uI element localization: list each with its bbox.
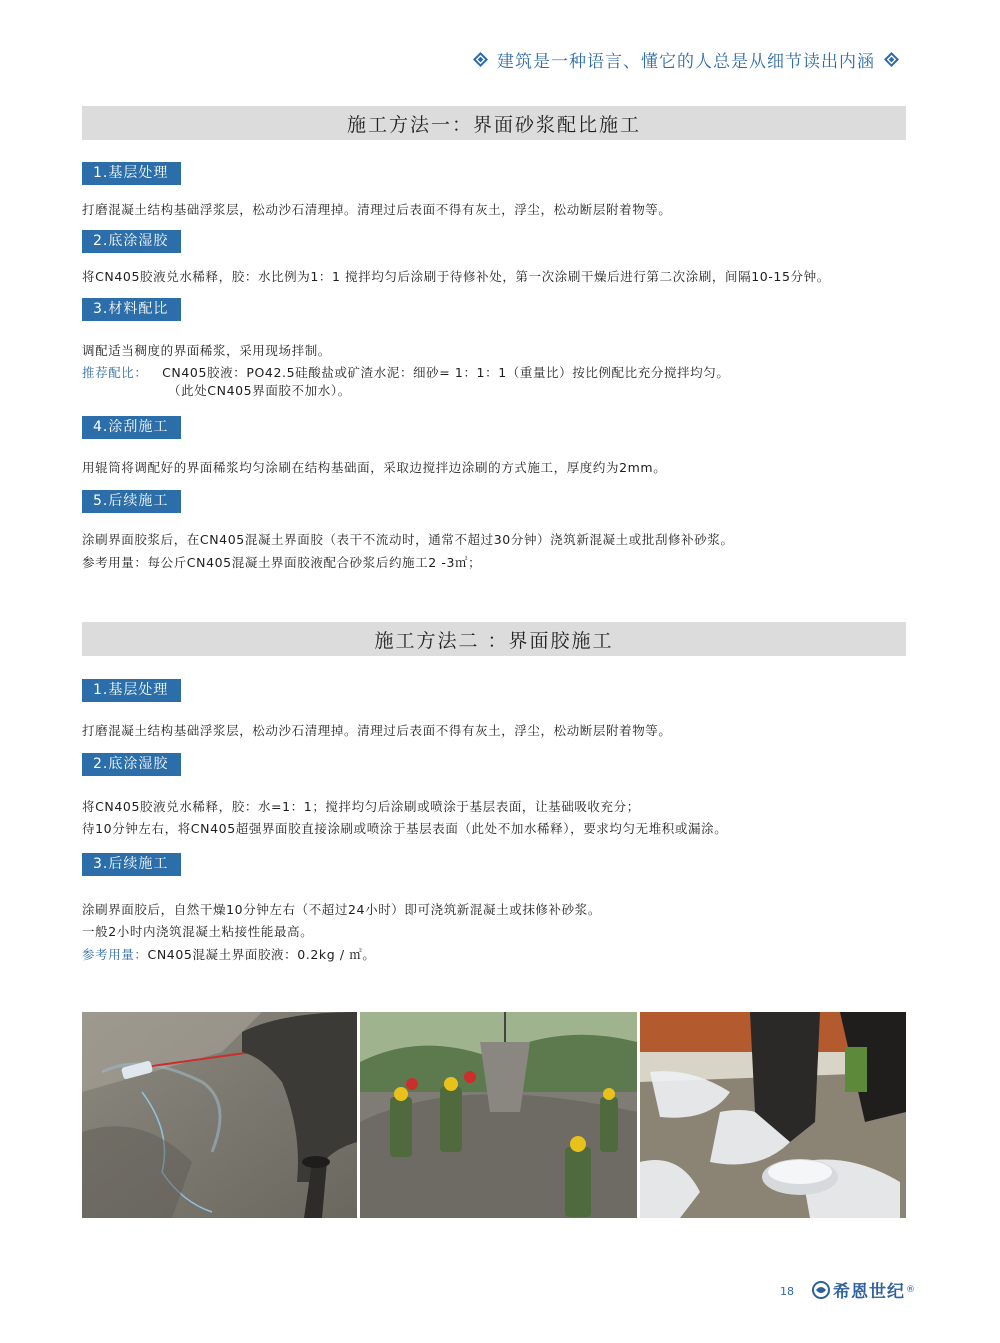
- method2-step3-text2: 一般2小时内浇筑混凝土粘接性能最高。: [82, 924, 314, 939]
- photo-soldiers-pouring: [360, 1012, 637, 1218]
- method2-step3-usage: [82, 945, 375, 963]
- recommend-line1: CN405胶液：PO42.5硅酸盐或矿渣水泥：细砂= 1：1：1（重量比）按比例配比充分搅拌均匀。: [162, 365, 730, 380]
- method1-step3-tag: 3.材料配比: [82, 298, 181, 321]
- method1-step5-usage: 参考用量：每公斤CN405混凝土界面胶液配合砂浆后约施工2 -3㎡；: [82, 555, 482, 570]
- usage-label: 参考用量：: [82, 947, 148, 962]
- registered-mark: ®: [906, 1284, 916, 1295]
- method2-step2-text: 将CN405胶液兑水稀释，胶：水=1：1；搅拌均匀后涂刷或喷涂于基层表面，让基础吸收充分；: [82, 799, 640, 814]
- photo-spray-coating: [640, 1012, 906, 1218]
- method2-title: 施工方法二 ：界面胶施工: [82, 622, 906, 656]
- method1-step1-tag: 1.基层处理: [82, 162, 181, 185]
- usage-value: CN405混凝土界面胶液：0.2kg / ㎡。: [147, 947, 376, 962]
- method1-step1-text: 打磨混凝土结构基础浮浆层，松动沙石清理掉。清理过后表面不得有灰土，浮尘，松动断层附着物等。: [82, 202, 672, 217]
- brand-emblem-icon: [812, 1281, 830, 1299]
- method1-step2-text: 将CN405胶液兑水稀释，胶：水比例为1：1 搅拌均匀后涂刷于待修补处，第一次涂刷干燥后进行第二次涂刷，间隔10-15分钟。: [82, 269, 830, 284]
- brand-logo: [812, 1277, 916, 1302]
- method1-title: 施工方法一：界面砂浆配比施工: [82, 106, 906, 140]
- method1-step3-text: 调配适当稠度的界面稀浆，采用现场拌制。: [82, 343, 331, 358]
- recommend-label: 推荐配比：: [82, 365, 148, 380]
- header-slogan: [464, 46, 908, 72]
- method1-step5-text: 涂刷界面胶浆后，在CN405混凝土界面胶（表干不流动时，通常不超过30分钟）浇筑新混凝土或批刮修补砂浆。: [82, 532, 734, 547]
- method1-step4-tag: 4.涂刮施工: [82, 416, 181, 439]
- brand-name: 希恩世纪: [833, 1282, 905, 1302]
- method2-step3-tag: 3.后续施工: [82, 853, 181, 876]
- diamond-ornament-icon: [473, 52, 488, 67]
- method1-recommend: [82, 363, 729, 381]
- method2-step1-text: 打磨混凝土结构基础浮浆层，松动沙石清理掉。清理过后表面不得有灰土，浮尘，松动断层附着物等。: [82, 723, 672, 738]
- recommend-line2: （此处CN405界面胶不加水）。: [168, 383, 351, 398]
- method1-step4-text: 用辊筒将调配好的界面稀浆均匀涂刷在结构基础面，采取边搅拌边涂刷的方式施工，厚度约为2mm。: [82, 460, 667, 475]
- page-number: 18: [780, 1285, 794, 1298]
- method2-step3-text: 涂刷界面胶后，自然干燥10分钟左右（不超过24小时）即可浇筑新混凝土或抹修补砂浆。: [82, 902, 601, 917]
- method2-step1-tag: 1.基层处理: [82, 679, 181, 702]
- method2-step2-tag: 2.底涂湿胶: [82, 753, 181, 776]
- slogan-text: 建筑是一种语言、懂它的人总是从细节读出内涵: [497, 51, 875, 72]
- method1-step2-tag: 2.底涂湿胶: [82, 230, 181, 253]
- method1-step5-tag: 5.后续施工: [82, 490, 181, 513]
- diamond-ornament-icon: [884, 52, 899, 67]
- method2-step2-text2: 待10分钟左右，将CN405超强界面胶直接涂刷或喷涂于基层表面（此处不加水稀释），要求均匀无堆积或漏涂。: [82, 821, 728, 836]
- photo-roller-application: [82, 1012, 357, 1218]
